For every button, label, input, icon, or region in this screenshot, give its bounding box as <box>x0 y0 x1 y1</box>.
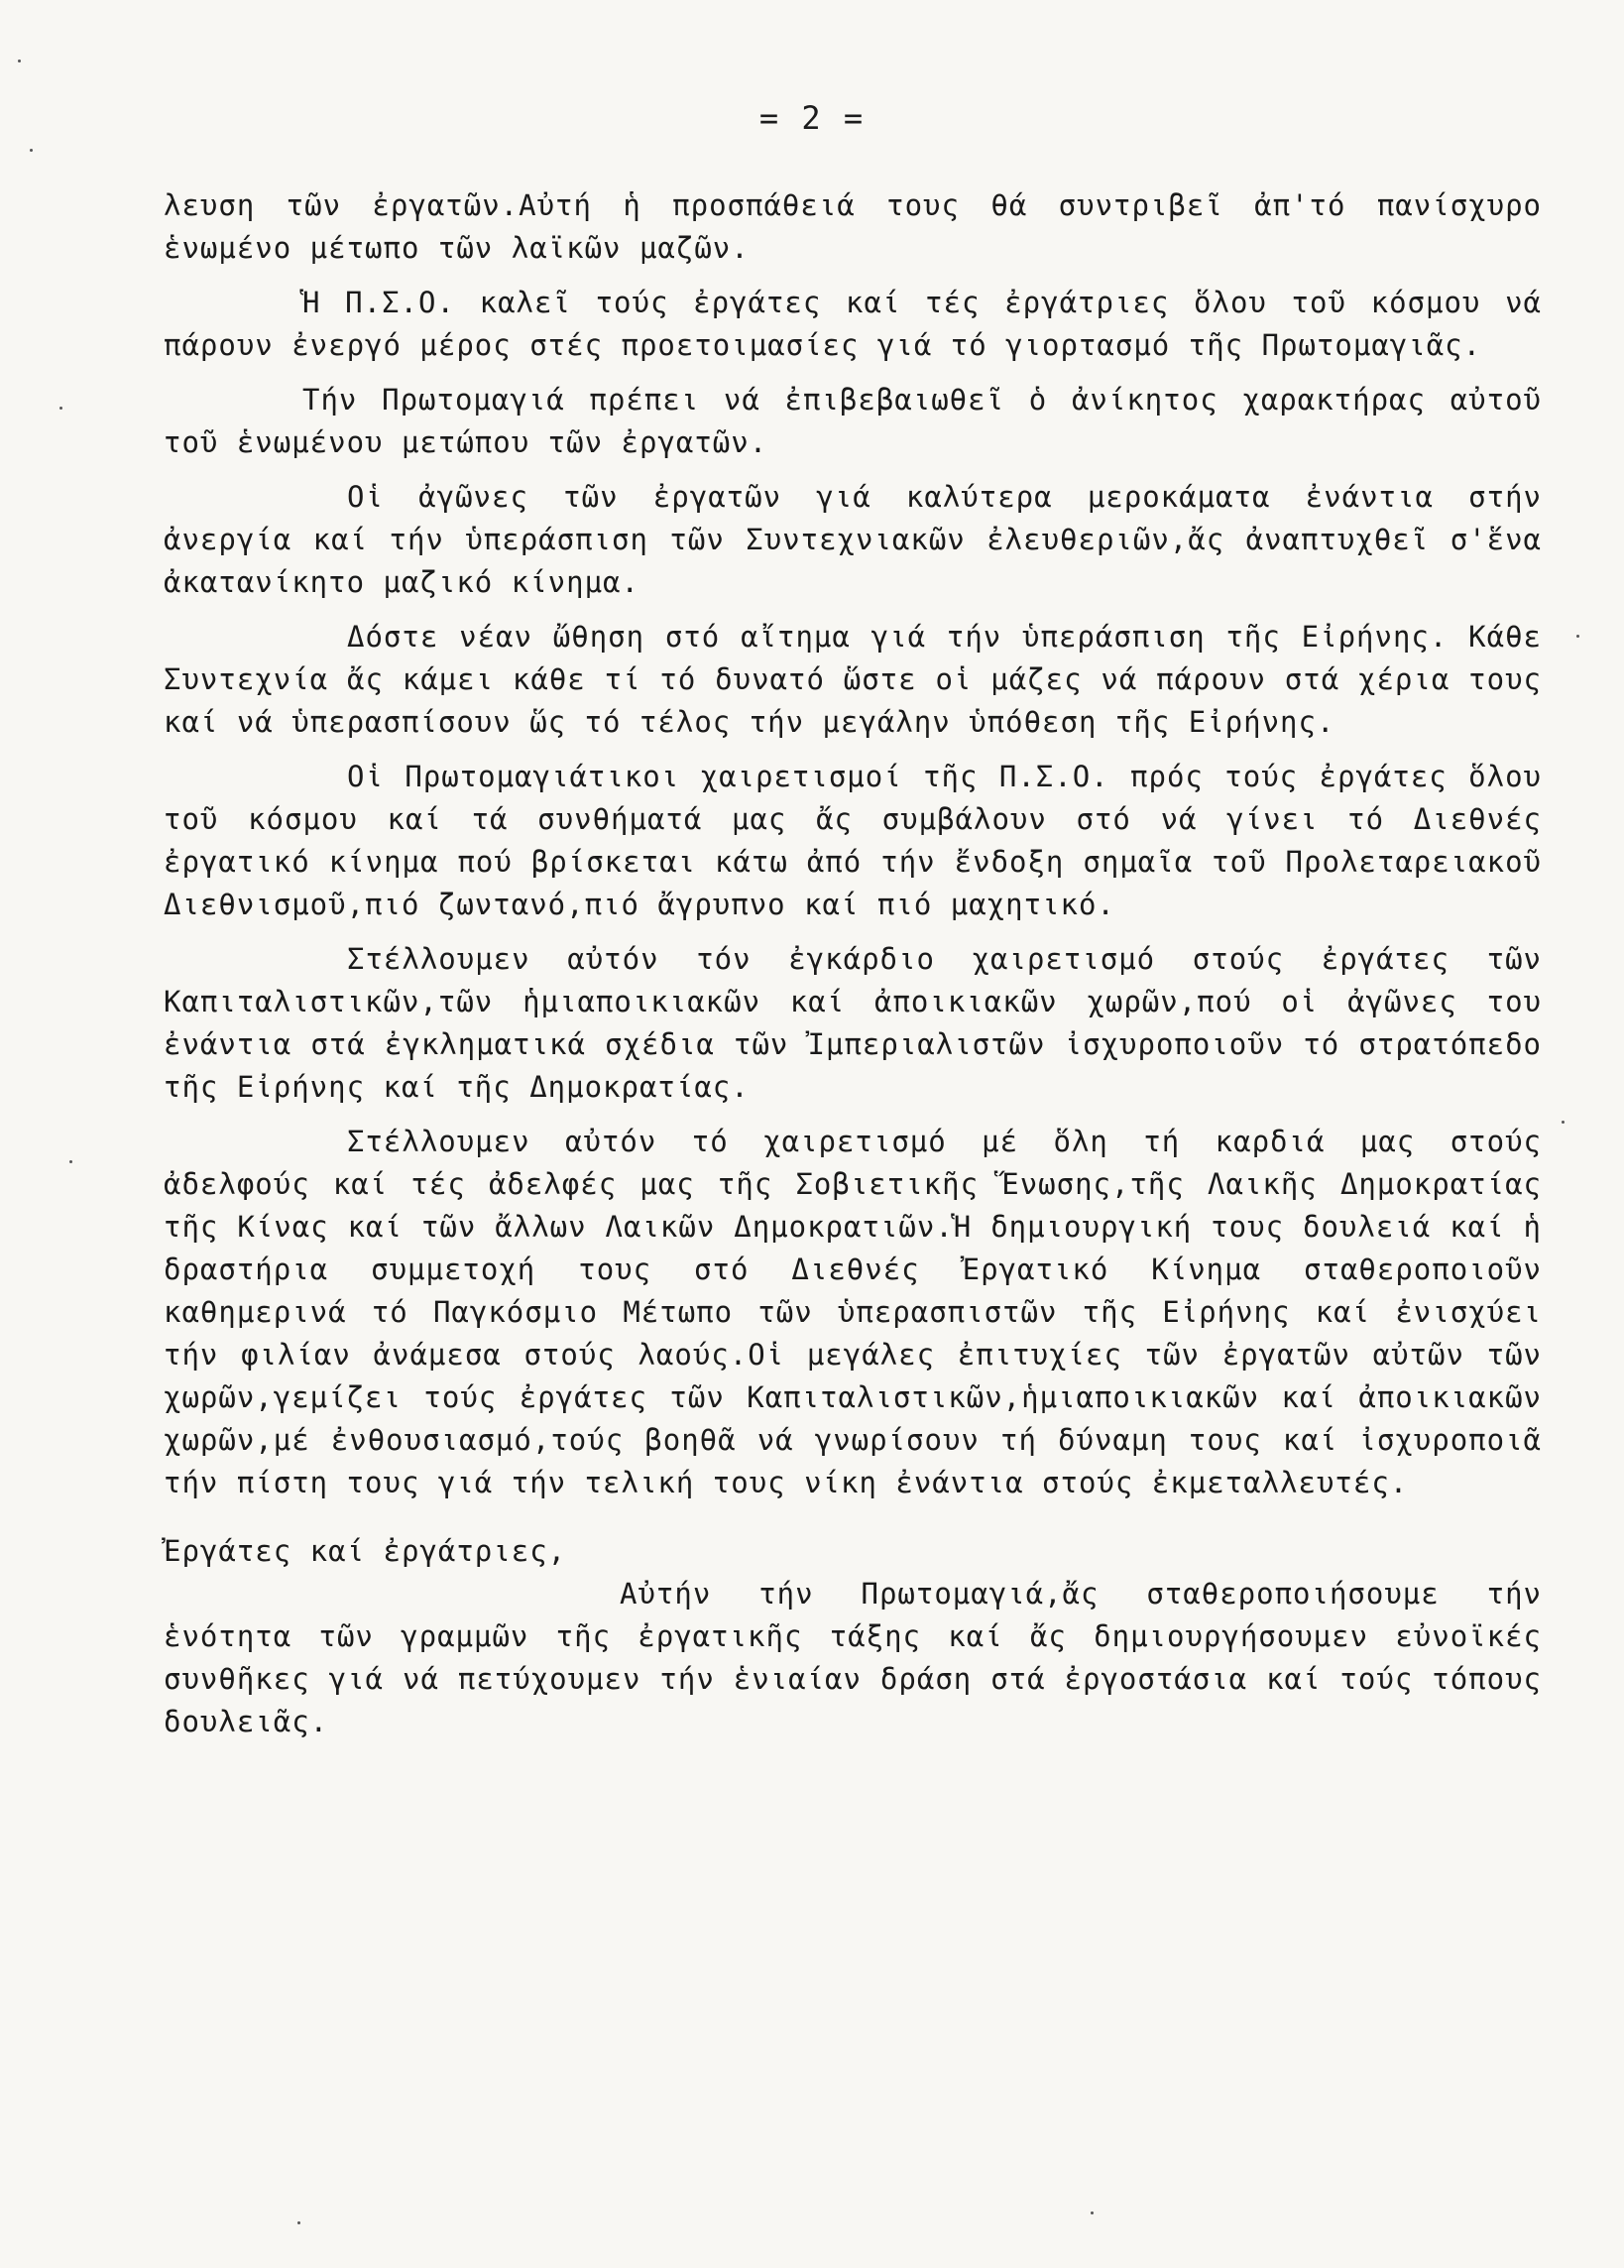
scan-speck <box>18 60 21 62</box>
paragraph: Στέλλουμεν αὐτόν τόν ἐγκάρδιο χαιρετισμό στούς ἐργάτες τῶν Καπιταλιστικῶν,τῶν ἡμιαποικιακῶν καί ἀποικιακῶν χωρῶν,πού οἱ ἀγῶνες του ἐνάντια στά ἐγκληματικά σχέδια τῶν Ἰμπεριαλιστῶν ἰσχυροποιοῦν τό στρατόπεδο τῆς Εἰρήνης καί τῆς Δημοκρατίας. <box>164 942 1542 1104</box>
page-number: = 2 = <box>758 99 866 137</box>
closing-salutation: Ἐργάτες καί ἐργάτριες, <box>164 1534 567 1568</box>
paragraph: Οἱ Πρωτομαγιάτικοι χαιρετισμοί τῆς Π.Σ.Ο. πρός τούς ἐργάτες ὅλου τοῦ κόσμου καί τά συνθήματά μας ἄς συμβάλουν στό νά γίνει τό Διεθνές ἐργατικό κίνημα πού βρίσκεται κάτω ἀπό τήν ἔνδοξη σημαῖα τοῦ Προλεταρειακοῦ Διεθνισμοῦ,πιό ζωντανό,πιό ἄγρυπνο καί πιό μαχητικό. <box>164 760 1542 921</box>
paragraph: λευση τῶν ἐργατῶν.Αὐτή ἡ προσπάθειά τους θά συντριβεῖ ἀπ'τό πανίσχυρο ἑνωμένο μέτωπο τῶν λαϊκῶν μαζῶν. <box>164 188 1542 265</box>
scan-speck <box>1562 1121 1565 1124</box>
scan-speck <box>59 407 62 410</box>
paragraph: Τήν Πρωτομαγιά πρέπει νά ἐπιβεβαιωθεῖ ὁ ἀνίκητος χαρακτήρας αὐτοῦ τοῦ ἑνωμένου μετώπου τῶν ἐργατῶν. <box>164 383 1542 459</box>
scan-speck <box>30 149 33 152</box>
paragraph: Στέλλουμεν αὐτόν τό χαιρετισμό μέ ὅλη τή καρδιά μας στούς ἀδελφούς καί τές ἀδελφές μας τῆς Σοβιετικῆς Ἕνωσης,τῆς Λαικῆς Δημοκρατίας τῆς Κίνας καί τῶν ἄλλων Λαικῶν Δημοκρατιῶν.Ἡ δημιουργική τους δουλειά καί ἡ δραστήρια συμμετοχή τους στό Διεθνές Ἐργατικό Κίνημα σταθεροποιοῦν καθημερινά τό Παγκόσμιο Μέτωπο τῶν ὑπερασπιστῶν τῆς Εἰρήνης καί ἐνισχύει τήν φιλίαν ἀνάμεσα στούς λαούς.Οἱ μεγάλες ἐπιτυχίες τῶν ἐργατῶν αὐτῶν τῶν χωρῶν,γεμίζει τούς ἐργάτες τῶν Καπιταλιστικῶν,ἡμιαποικιακῶν καί ἀποικιακῶν χωρῶν,μέ ἐνθουσιασμό,τούς βοηθᾶ νά γνωρίσουν τή δύναμη τους καί ἰσχυροποιᾶ τήν πίστη τους γιά τήν τελική τους νίκη ἐνάντια στούς ἐκμεταλλευτές. <box>164 1125 1542 1499</box>
document-body <box>164 184 1542 1743</box>
paragraph: Ἡ Π.Σ.Ο. καλεῖ τούς ἐργάτες καί τές ἐργάτριες ὅλου τοῦ κόσμου νά πάρουν ἐνεργό μέρος στές προετοιμασίες γιά τό γιορτασμό τῆς Πρωτομαγιᾶς. <box>164 286 1542 362</box>
closing-paragraph: Αὐτήν τήν Πρωτομαγιά,ἄς σταθεροποιήσουμε τήν ἑνότητα τῶν γραμμῶν τῆς ἐργατικῆς τάξης καί ἄς δημιουργήσουμεν εὐνοϊκές συνθῆκες γιά νά πετύχουμεν τήν ἑνιαίαν δράση στά ἐργοστάσια καί τούς τόπους δουλειᾶς. <box>164 1577 1542 1738</box>
paragraph: Δόστε νέαν ὤθηση στό αἴτημα γιά τήν ὑπεράσπιση τῆς Εἰρήνης. Κάθε Συντεχνία ἄς κάμει κάθε τί τό δυνατό ὥστε οἱ μάζες νά πάρουν στά χέρια τους καί νά ὑπερασπίσουν ὥς τό τέλος τήν μεγάλην ὑπόθεση τῆς Εἰρήνης. <box>164 620 1542 739</box>
scan-speck <box>1091 2211 1094 2214</box>
scan-speck <box>1576 635 1579 638</box>
paragraph: Οἱ ἀγῶνες τῶν ἐργατῶν γιά καλύτερα μεροκάματα ἐνάντια στήν ἀνεργία καί τήν ὑπεράσπιση τῶν Συντεχνιακῶν ἐλευθεριῶν,ἄς ἀναπτυχθεῖ σ'ἕνα ἀκατανίκητο μαζικό κίνημα. <box>164 480 1542 599</box>
scan-speck <box>69 1160 72 1163</box>
scan-speck <box>297 2221 300 2224</box>
